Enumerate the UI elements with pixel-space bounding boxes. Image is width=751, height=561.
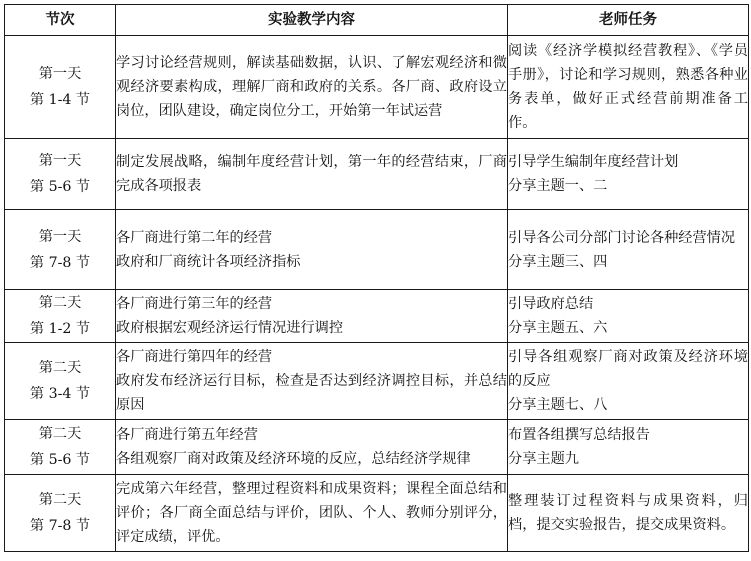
content-line: 政府发布经济运行目标，检查是否达到经济调控目标，并总结原因 [116,373,507,413]
content-line: 政府根据宏观经济运行情况进行调控 [116,320,344,336]
task-line: 引导各公司分部门讨论各种经营情况 [508,229,736,246]
task-line: 分享主题九 [508,451,579,467]
session-period: 第 5-6 节 [29,179,91,195]
task-line: 分享主题三、四 [508,253,608,270]
session-day: 第一天 [38,153,82,169]
content-line: 各组观察厂商对政策及经济环境的反应，总结经济学规律 [116,451,471,467]
task-line: 分享主题五、六 [508,320,608,336]
schedule-table [4,4,749,552]
content-cell [116,420,508,475]
task-cell [508,139,749,210]
session-period: 第 1-2 节 [29,321,91,337]
task-line: 引导政府总结 [508,296,594,312]
header-content: 实验教学内容 [116,5,508,36]
task-cell: 整理装订过程资料与成果资料，归档，提交实验报告，提交成果资料。 [508,475,749,552]
session-period: 第 3-4 节 [29,386,91,402]
table-row [5,139,749,210]
task-line: 分享主题七、八 [508,397,608,413]
session-day: 第二天 [38,492,82,508]
task-cell [508,210,749,290]
header-session: 节次 [5,5,116,36]
content-line: 各厂商进行第二年的经营 [116,229,273,246]
task-line: 布置各组撰写总结报告 [508,427,650,443]
task-line: 引导学生编制年度经营计划 [508,154,679,170]
task-line: 引导各组观察厂商对政策及经济环境的反应 [508,349,748,389]
table-row [5,36,749,139]
task-cell [508,290,749,343]
task-line: 分享主题一、二 [508,178,608,194]
session-cell [5,290,116,343]
table-row [5,475,749,552]
content-line: 各厂商进行第五年经营 [116,427,258,443]
header-task: 老师任务 [508,5,749,36]
session-cell [5,343,116,420]
session-period: 第 7-8 节 [29,254,91,271]
table-row [5,343,749,420]
session-cell [5,420,116,475]
table-row [5,290,749,343]
content-cell: 完成第六年经营，整理过程资料和成果资料；课程全面总结和评价；各厂商全面总结与评价，团队、个人、教师分别评分，评定成绩，评优。 [116,475,508,552]
content-line: 各厂商进行第三年的经营 [116,296,273,312]
session-day: 第二天 [38,426,82,442]
session-cell [5,210,116,290]
content-line: 政府和厂商统计各项经济指标 [116,253,301,270]
header-row [5,5,749,36]
content-cell [116,290,508,343]
task-cell [508,343,749,420]
content-cell [116,210,508,290]
session-cell [5,139,116,210]
session-period: 第 1-4 节 [29,92,91,108]
session-day: 第二天 [38,295,82,311]
task-cell: 阅读《经济学模拟经营教程》、《学员手册》，讨论和学习规则，熟悉各种业务表单，做好正式经营前期准备工作。 [508,36,749,139]
content-cell: 制定发展战略，编制年度经营计划，第一年的经营结束，厂商完成各项报表 [116,139,508,210]
session-period: 第 7-8 节 [29,518,91,534]
session-day: 第一天 [38,66,82,82]
session-cell [5,36,116,139]
task-cell [508,420,749,475]
session-cell [5,475,116,552]
table-row [5,420,749,475]
session-period: 第 5-6 节 [29,452,91,468]
content-cell [116,343,508,420]
session-day: 第二天 [38,360,82,376]
content-line: 各厂商进行第四年的经营 [116,349,273,365]
table-row [5,210,749,290]
session-day: 第一天 [38,228,82,245]
content-cell: 学习讨论经营规则，解读基础数据，认识、了解宏观经济和微观经济要素构成，理解厂商和政府的关系。各厂商、政府设立岗位，团队建设，确定岗位分工，开始第一年试运营 [116,36,508,139]
